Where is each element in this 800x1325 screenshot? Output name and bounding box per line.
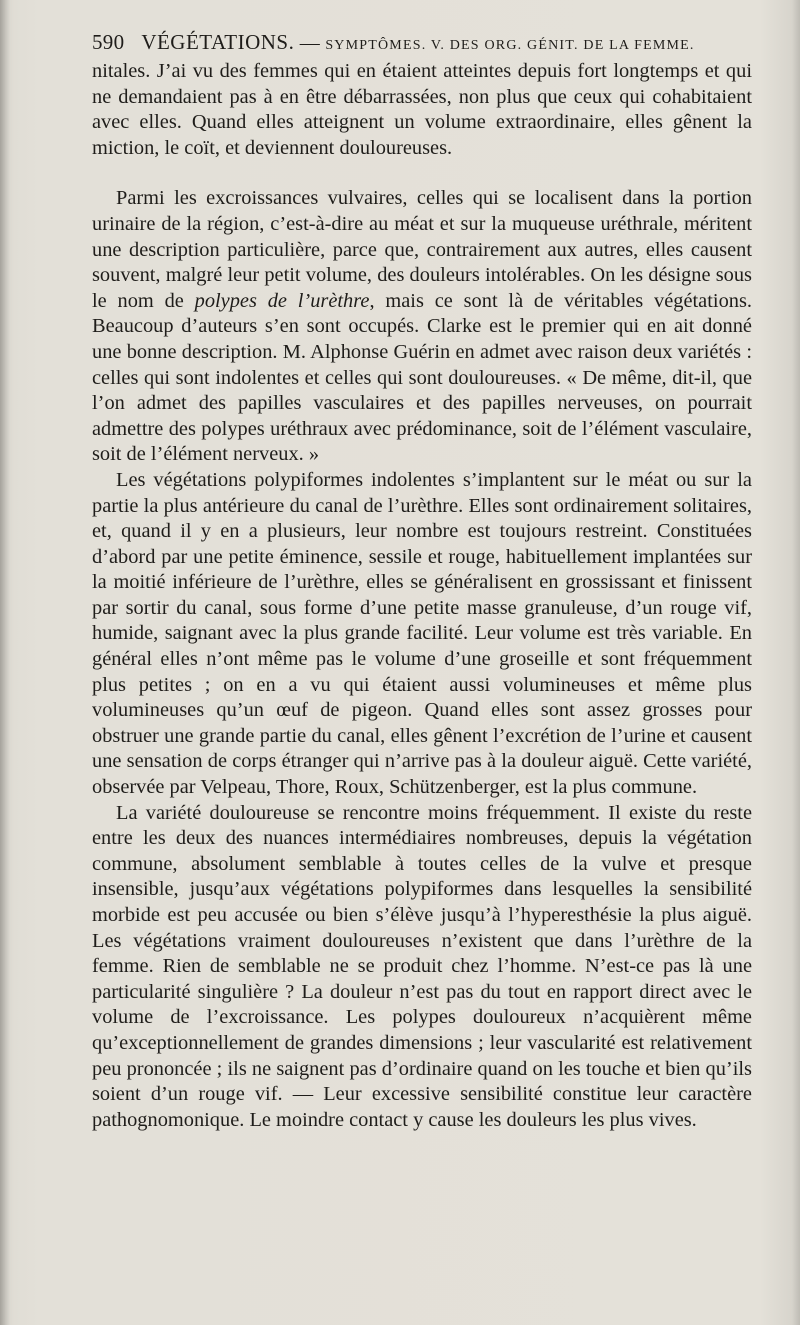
running-header [92,30,772,60]
italic-term-polypes: polypes de l’urèthre [194,289,370,312]
header-dash: — [299,32,320,54]
page-number: 590 [92,30,125,54]
running-title: VÉGÉTATIONS. [141,30,295,54]
paragraph-polypes-intro [92,186,752,468]
running-subtitle: SYMPTÔMES. V. DES ORG. GÉNIT. DE LA FEMME. [325,38,695,53]
paragraph-douloureuse: La variété douloureuse se rencontre moins fréquemment. Il existe du reste entre les deux des nuances intermédiaires nombreuses, depuis la végétation commune, absolument semblable à toutes celles de la vulve et presque insensible, jusqu’aux végétations polypiformes dans lesquelles la sensibilité morbide est peu accusée ou bien s’élève jusqu’à l’hyperesthésie la plus aiguë. Les végétations vraiment douloureuses n’existent que dans l’urèthre de la femme. Rien de semblable ne se produit chez l’homme. N’est-ce pas là une particularité singulière ? La douleur n’est pas du tout en rapport direct avec le volume de l’excroissance. Les polypes douloureux n’acquièrent même qu’exceptionnellement de grandes dimensions ; leur vascularité est relativement peu prononcée ; ils ne saignent pas d’ordinaire quand on les touche et bien qu’ils soient d’un rouge vif. — Leur excessive sensibilité constitue leur caractère pathognomonique. Le moindre contact y cause les douleurs les plus vives. [92,801,752,1131]
paragraph-polypes-intro-lead: Parmi les excroissances vulvaires, celles qui se localisent dans la portion urinaire de la région, c’est-à-dire au méat et sur la muqueuse uréthrale, méritent une description particulière, parce que, contrairement aux autres, elles causent souvent, malgré leur petit volume, des douleurs intolérables. On les désigne sous le nom de [92,187,752,312]
body-text [92,59,752,1133]
page-gutter-shadow [0,0,10,1325]
paragraph-indolentes: Les végétations polypiformes indolentes s’implantent sur le méat ou sur la partie la plus antérieure du canal de l’urèthre. Elles sont ordinairement solitaires, et, quand il y en a plusieurs, leur nombre est toujours restreint. Constituées d’abord par une petite éminence, sessile et rouge, habituellement implantées sur la moitié inférieure de l’urèthre, elles se généralisent en grossissant et finissent par sortir du canal, sous forme d’une petite masse granuleuse, d’un rouge vif, humide, saignant avec la plus grande facilité. Leur volume est très variable. En général elles n’ont même pas le volume d’une groseille et sont fréquemment plus petites ; on en a vu qui étaient aussi volumineuses et même plus volumineuses qu’un œuf de pigeon. Quand elles sont assez grosses pour obstruer une grande partie du canal, elles gênent l’excrétion de l’urine et causent une sensation de corps étranger qui n’arrive pas à la douleur aiguë. Cette variété, observée par Velpeau, Thore, Roux, Schützenberger, est la plus commune. [92,468,752,799]
paragraph-continuation: nitales. J’ai vu des femmes qui en étaient atteintes depuis fort longtemps et qui ne demandaient pas à en être débarrassées, non plus que ceux qui cohabitaient avec elles. Quand elles atteignent un volume extraordinaire, elles gênent la miction, le coït, et deviennent douloureuses. [92,60,752,159]
paragraph-polypes-intro-rest: , mais ce sont là de véritables végétations. Beaucoup d’auteurs s’en sont occupés. Clarke est le premier qui en ait donné une bonne description. M. Alphonse Guérin en admet avec raison deux variétés : celles qui sont indolentes et celles qui sont douloureuses. « De même, dit-il, que l’on admet des papilles vasculaires et des papilles nerveuses, on pourrait admettre des polypes uréthraux avec prédominance, soit de l’élément vasculaire, soit de l’élément nerveux. » [92,289,752,466]
page-edge-shadow [792,0,800,1325]
